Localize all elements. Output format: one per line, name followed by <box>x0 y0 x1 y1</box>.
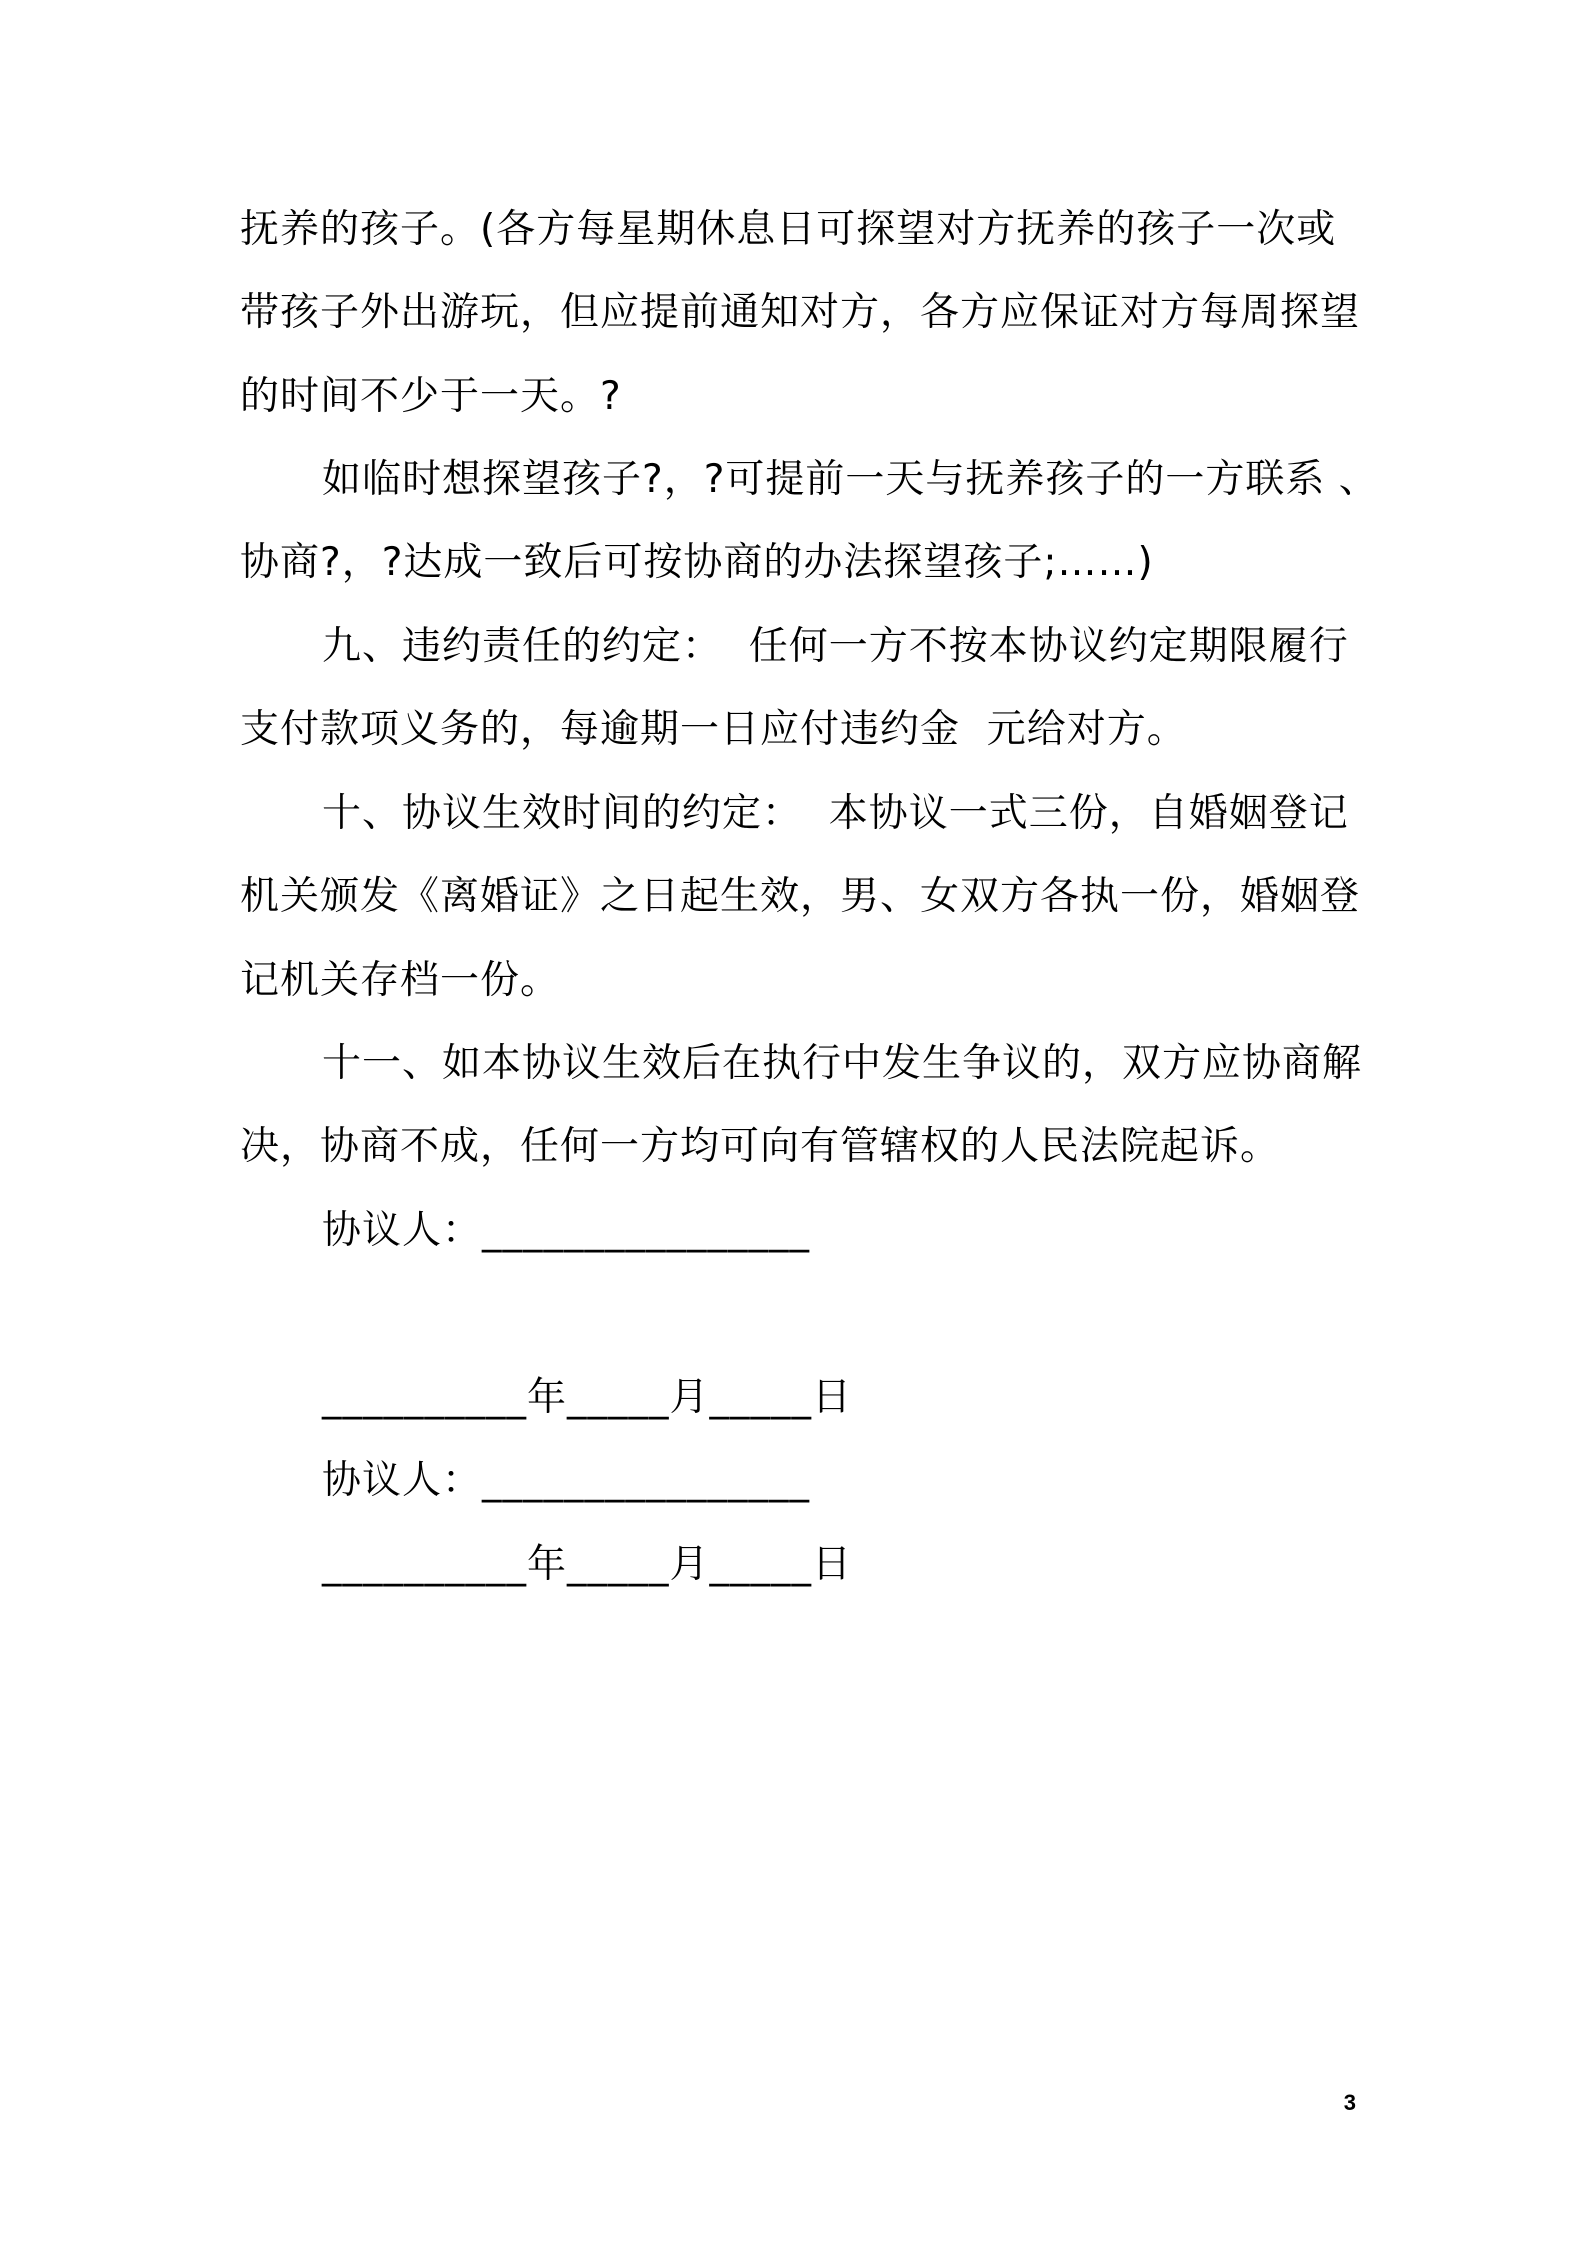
text-line: 记机关存档一份。 <box>240 958 561 1003</box>
page-number: 3 <box>1343 2090 1356 2115</box>
signature-party-2: 协议人：________________ <box>322 1458 811 1503</box>
text-line: 九、违约责任的约定： 任何一方不按本协议约定期限履行 <box>322 624 1349 669</box>
text-line: 的时间不少于一天。? <box>240 374 622 419</box>
text-line: 决，协商不成，任何一方均可向有管辖权的人民法院起诉。 <box>240 1124 1281 1169</box>
text-line: 支付款项义务的，每逾期一日应付违约金 元给对方。 <box>240 707 1187 752</box>
signature-date-1: __________年_____月_____日 <box>322 1375 853 1420</box>
text-line: 如临时想探望孩子?，?可提前一天与抚养孩子的一方联系 、 <box>322 457 1379 502</box>
text-line: 机关颁发《离婚证》之日起生效，男、女双方各执一份，婚姻登 <box>240 874 1361 919</box>
text-line: 十一、如本协议生效后在执行中发生争议的，双方应协商解 <box>322 1041 1363 1086</box>
signature-party-1: 协议人：________________ <box>322 1208 811 1253</box>
text-line: 抚养的孩子。(各方每星期休息日可探望对方抚养的孩子一次或 <box>240 207 1337 252</box>
text-line: 协商?，?达成一致后可按协商的办法探望孩子;……) <box>240 540 1154 585</box>
text-line: 带孩子外出游玩，但应提前通知对方，各方应保证对方每周探望 <box>240 290 1361 335</box>
text-line: 十、协议生效时间的约定： 本协议一式三份，自婚姻登记 <box>322 791 1349 836</box>
signature-date-2: __________年_____月_____日 <box>322 1542 853 1587</box>
